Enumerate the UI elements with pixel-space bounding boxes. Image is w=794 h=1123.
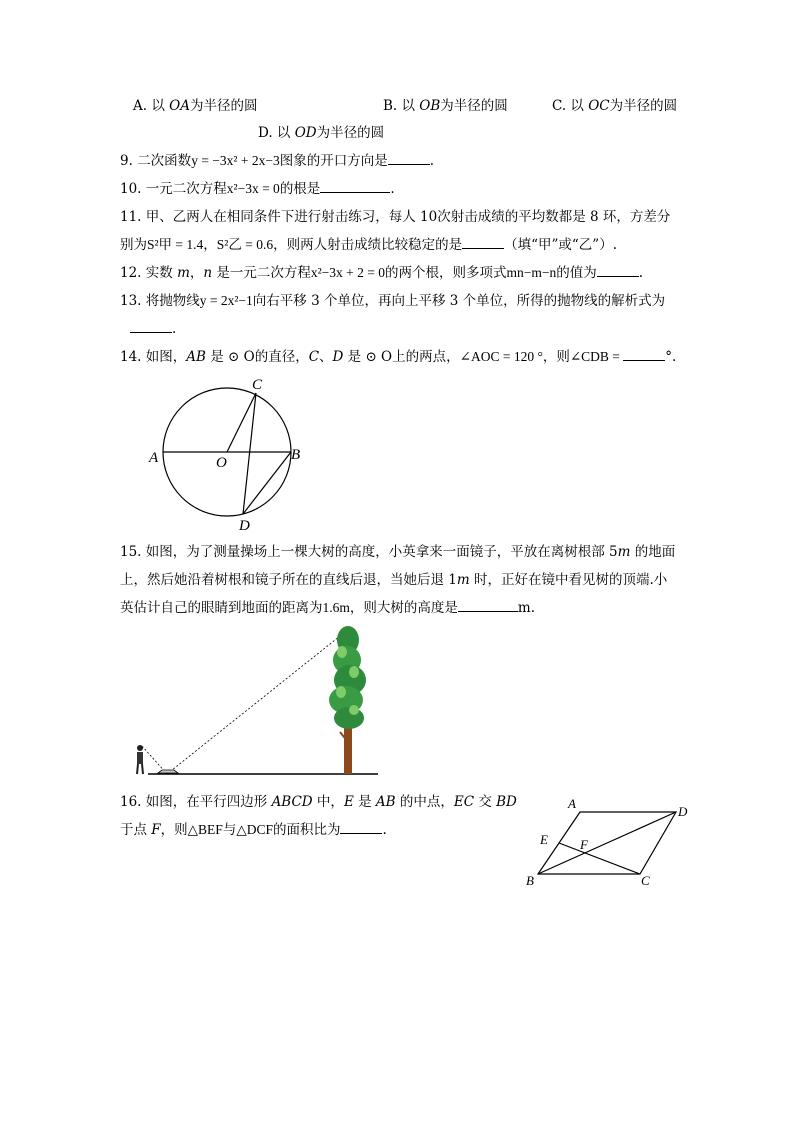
question-15-text-1b: 的地面 (630, 544, 676, 560)
question-10 (120, 180, 395, 198)
question-9-text-pre: 二次函数 (137, 153, 192, 169)
option-b (383, 97, 508, 115)
question-16-segment-bd: BD (496, 794, 517, 810)
question-15-unit-2: m (456, 572, 470, 588)
question-10-end: . (390, 181, 395, 197)
question-15-text-3b: ，则大树的高度是 (349, 600, 458, 616)
question-11-expression: S²甲 = 1.4，S²乙 = 0.6 (147, 237, 274, 252)
question-10-expression: x²−3x = 0 (226, 181, 280, 196)
question-10-answer-blank[interactable] (320, 180, 390, 193)
question-14-text-pre: 14. 如图， (120, 349, 187, 365)
question-12-text-pre: 12. 实数 (120, 265, 178, 281)
question-13-end: . (172, 321, 177, 337)
question-16-line-1 (120, 793, 517, 811)
figure-14-circle-diagram (140, 370, 315, 535)
question-14-text-mid-2: 是 ⊙ O上的两点， (343, 349, 460, 365)
option-b-prefix: B. 以 (383, 98, 420, 114)
question-16-text-1: 16. 如图，在平行四边形 (120, 794, 272, 810)
question-15-line-2 (120, 571, 667, 589)
option-a-segment: OA (169, 98, 190, 114)
question-9-answer-blank[interactable] (388, 152, 430, 165)
label-c: C (252, 377, 263, 393)
question-15-line-3 (120, 599, 535, 617)
label-a: A (149, 450, 159, 466)
option-a-suffix: 为半径的圆 (189, 98, 258, 114)
question-14-answer-blank[interactable] (623, 348, 665, 361)
option-c (552, 97, 677, 115)
question-12-polynomial: mn−m−n (506, 265, 557, 280)
question-14-point-c: C (308, 349, 320, 365)
question-12-text-mid: 是一元二次方程 (212, 265, 311, 281)
question-12-expression: x²−3x + 2 = 0 (310, 265, 386, 280)
question-14-angle-cdb: ∠CDB = (569, 349, 624, 364)
question-12-text-post: 的两个根，则多项式 (385, 265, 507, 281)
question-14 (120, 348, 676, 366)
option-b-suffix: 为半径的圆 (440, 98, 508, 114)
question-15-text-1: 15. 如图，为了测量操场上一棵大树的高度，小英拿来一面镜子，平放在离树根部 5 (120, 544, 618, 560)
question-10-number: 10. (120, 181, 142, 197)
question-14-sep: 、 (319, 349, 333, 365)
question-9-text-post: 图象的开口方向是 (279, 153, 388, 169)
label-e: E (540, 832, 548, 847)
question-15-eye-height: 1.6m (322, 600, 350, 615)
question-14-text-mid-1: 是 ⊙ O的直径， (205, 349, 309, 365)
label-o: O (216, 455, 227, 471)
segment-db (243, 452, 291, 514)
label-b: B (526, 873, 534, 888)
question-9-end: . (429, 153, 434, 169)
label-a: A (568, 796, 576, 811)
question-12-end: . (638, 265, 644, 281)
question-16-line-2 (120, 821, 387, 839)
question-16-text-1d: 的中点， (395, 794, 454, 810)
question-12-sep: ， (189, 265, 204, 281)
question-10-text-post: 的根是 (279, 181, 321, 197)
option-b-segment: OB (419, 98, 441, 114)
label-c: C (641, 873, 650, 888)
question-9 (120, 152, 434, 170)
question-15-unit-1: m (617, 544, 631, 560)
option-d-suffix: 为半径的圆 (316, 125, 385, 141)
question-13-text-post: 向右平移 3 个单位，再向上平移 3 个单位，所得的抛物线的解析式为 (252, 293, 666, 309)
sight-line-mirror-to-treetop (167, 628, 350, 774)
question-11-text-pre: 别为 (120, 237, 147, 253)
figure-16-parallelogram-diagram (520, 792, 700, 892)
question-11-text-post: ，则两人射击成绩比较稳定的是 (273, 237, 463, 253)
option-c-segment: OC (588, 98, 610, 114)
option-c-suffix: 为半径的圆 (609, 98, 678, 114)
question-16-text-1c: 是 (353, 794, 376, 810)
question-12 (120, 264, 643, 282)
question-14-end: °. (665, 349, 677, 365)
segment-oc (227, 393, 256, 452)
question-15-text-3: 英估计自己的眼睛到地面的距离为 (120, 600, 323, 616)
question-16-end: . (382, 822, 387, 838)
question-16-text-1e: 交 (474, 794, 497, 810)
question-14-segment-ab: AB (186, 349, 206, 365)
question-14-point-d: D (332, 349, 344, 365)
question-11-end: （填“甲”或“乙”）. (504, 237, 617, 253)
question-15-end: m. (517, 600, 535, 616)
question-16-segment-ec: EC (453, 794, 475, 810)
mirror-icon (158, 770, 178, 773)
question-16-segment-ab: AB (375, 794, 396, 810)
person-icon (137, 745, 143, 774)
question-14-angle-aoc: ∠AOC = 120 ° (459, 349, 543, 364)
question-15-text-2b: 时，正好在镜中看见树的顶端.小 (469, 572, 668, 588)
figure-15-tree-mirror-diagram (128, 622, 388, 782)
question-16-parallelogram-name: ABCD (271, 794, 313, 810)
question-10-text-pre: 一元二次方程 (145, 181, 227, 197)
label-f: F (580, 837, 588, 852)
option-a-prefix: A. 以 (133, 98, 170, 114)
question-16-text-2: 于点 (120, 822, 152, 838)
question-13-text-pre: 13. 将抛物线 (120, 293, 200, 309)
question-9-number: 9. (120, 153, 133, 169)
question-13-line-2 (130, 320, 176, 338)
option-d (258, 124, 384, 142)
question-16-triangles: △BEF与△DCF (187, 822, 273, 837)
question-12-var-m: m (177, 265, 190, 281)
question-13-expression: y = 2x²−1 (199, 293, 253, 308)
question-16-text-2b: ，则 (160, 822, 188, 838)
tree-foliage-icon (329, 626, 366, 729)
question-13-answer-blank[interactable] (130, 320, 172, 333)
question-15-line-1 (120, 543, 675, 561)
option-c-prefix: C. 以 (552, 98, 589, 114)
option-a (133, 97, 257, 115)
question-9-expression: y = −3x² + 2x−3 (191, 153, 280, 168)
question-12-text-post-2: 的值为 (556, 265, 597, 281)
question-16-text-2c: 的面积比为 (272, 822, 341, 838)
option-d-segment: OD (294, 125, 317, 141)
question-13 (120, 292, 665, 310)
label-d: D (678, 804, 688, 819)
question-15-answer-blank[interactable] (458, 599, 518, 612)
question-12-var-n: n (203, 265, 213, 281)
question-16-point-f: F (151, 822, 161, 838)
question-11-line-2 (120, 236, 617, 254)
label-b: B (291, 447, 301, 463)
question-12-answer-blank[interactable] (597, 264, 639, 277)
question-15-text-2: 上，然后她沿着树根和镜子所在的直线后退，当她后退 1 (120, 572, 457, 588)
question-11-line-1: 11. 甲、乙两人在相同条件下进行射击练习，每人 10次射击成绩的平均数都是 8 环，方差分 (120, 209, 671, 225)
question-16-answer-blank[interactable] (340, 821, 382, 834)
label-d: D (239, 518, 250, 534)
option-d-prefix: D. 以 (258, 125, 295, 141)
question-16-point-e: E (343, 794, 354, 810)
question-14-text-mid-3: ，则 (542, 349, 570, 365)
segment-cd (243, 393, 256, 514)
question-11-answer-blank[interactable] (462, 236, 504, 249)
question-16-text-1b: 中， (312, 794, 344, 810)
